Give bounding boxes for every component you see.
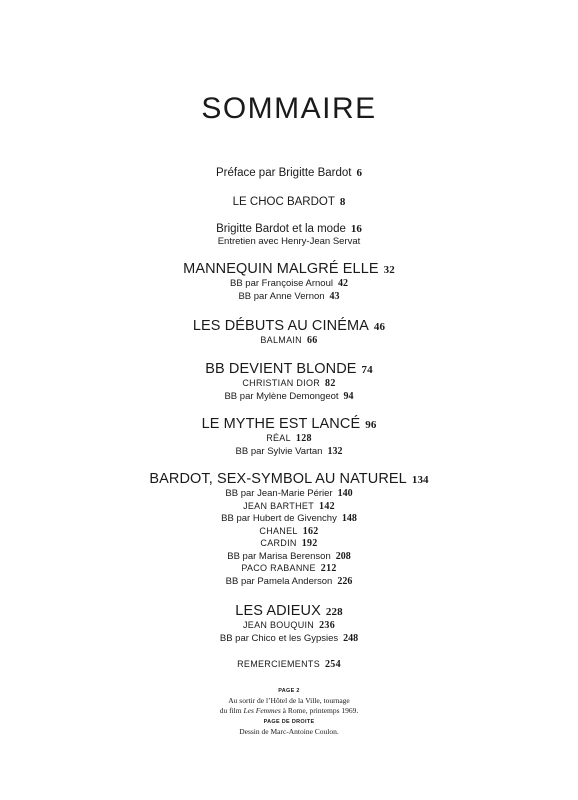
toc-subentry[interactable] (0, 538, 578, 551)
toc-page-number: 6 (356, 167, 362, 179)
toc-section (0, 195, 578, 210)
toc-subentry[interactable] (0, 526, 578, 539)
toc-subentry[interactable] (0, 433, 578, 446)
toc-subentry[interactable] (0, 291, 578, 304)
toc-page-number: 132 (327, 445, 343, 457)
toc-entry-title: BALMAIN (260, 335, 302, 346)
toc-subentry[interactable] (0, 278, 578, 291)
toc-entry-title: Brigitte Bardot et la mode (216, 222, 346, 235)
toc-entry-title: BB par Anne Vernon (238, 290, 325, 302)
toc-subentry[interactable] (0, 576, 578, 589)
toc-entry-title: JEAN BOUQUIN (242, 620, 315, 631)
toc-entry[interactable] (0, 222, 578, 237)
toc-section (0, 222, 578, 249)
toc-entry-title: BB par Françoise Arnoul (230, 278, 333, 290)
toc-page-number: 32 (383, 264, 395, 277)
toc-subentry[interactable] (0, 501, 578, 514)
credit-heading-page-2: PAGE 2 (278, 688, 300, 694)
toc-entry[interactable] (0, 260, 578, 278)
credit-caption-line-2 (0, 706, 578, 716)
toc-subentry[interactable] (0, 335, 578, 348)
toc-entry[interactable] (0, 659, 578, 672)
toc-subentry[interactable] (0, 391, 578, 404)
toc-page-number: 43 (329, 290, 340, 302)
toc-section (0, 415, 578, 458)
credit-caption-suffix: à Rome, printemps 1969. (280, 705, 359, 715)
toc-entry-title: BB par Mylène Demongeot (224, 390, 339, 402)
toc-page-number: 142 (319, 500, 335, 512)
toc-page-number: 162 (302, 525, 319, 537)
toc-entry-title: BB par Pamela Anderson (225, 575, 333, 587)
toc-page-number: 46 (373, 321, 386, 334)
credit-heading-right-page: PAGE DE DROITE (263, 718, 315, 725)
toc-page-number: 254 (325, 659, 341, 671)
toc-page-number: 226 (337, 575, 353, 587)
toc-entry-title: BB par Sylvie Vartan (235, 445, 323, 457)
toc-entry-title: CHRISTIAN DIOR (242, 378, 321, 388)
toc-subentry[interactable] (0, 620, 578, 633)
toc-page-number: 212 (320, 563, 337, 575)
photo-credits (0, 688, 578, 737)
toc-subentry[interactable] (0, 513, 578, 526)
toc-entry-title: CHANEL (259, 525, 298, 536)
toc-subentry[interactable] (0, 551, 578, 564)
toc-entry-title: BB DEVIENT BLONDE (205, 360, 357, 377)
toc-page-number: 148 (341, 513, 357, 525)
toc-entry-title: LES DÉBUTS AU CINÉMA (192, 318, 369, 335)
toc-section (0, 360, 578, 403)
table-of-contents (0, 166, 578, 672)
toc-entry[interactable] (0, 602, 578, 620)
toc-entry-title: BB par Marisa Berenson (227, 550, 331, 562)
toc-entry-title: JEAN BARTHET (243, 500, 315, 511)
toc-entry-title: PACO RABANNE (241, 563, 316, 574)
toc-page-number: 16 (350, 222, 362, 235)
credit-caption-line-1: Au sortir de l’Hôtel de la Ville, tournage (228, 695, 350, 705)
toc-entry-title: LE MYTHE EST LANCÉ (201, 416, 361, 432)
toc-entry-title: BB par Hubert de Givenchy (221, 513, 337, 525)
toc-subentry[interactable] (0, 378, 578, 391)
toc-section (0, 470, 578, 588)
toc-entry[interactable] (0, 317, 578, 335)
toc-entry-title: BARDOT, SEX-SYMBOL AU NATUREL (149, 471, 407, 488)
toc-subentry[interactable] (0, 236, 578, 248)
page-title: SOMMAIRE (201, 92, 377, 125)
toc-section (0, 659, 578, 672)
toc-subentry[interactable] (0, 563, 578, 576)
toc-section (0, 166, 578, 181)
toc-entry-title: REMERCIEMENTS (237, 659, 320, 670)
toc-page-number: 228 (325, 606, 343, 619)
toc-entry-title: RÉAL (266, 433, 291, 444)
toc-subentry[interactable] (0, 633, 578, 646)
toc-page-number: 94 (343, 390, 354, 402)
toc-section (0, 602, 578, 645)
toc-entry-title: LE CHOC BARDOT (232, 195, 335, 208)
toc-entry-title: LES ADIEUX (235, 603, 321, 620)
toc-section (0, 317, 578, 348)
toc-page-number: 42 (337, 278, 348, 290)
credit-caption-prefix: du film (219, 705, 244, 715)
toc-page-number: 192 (301, 538, 318, 550)
toc-entry[interactable] (0, 166, 578, 181)
toc-page-number: 140 (337, 488, 353, 500)
toc-entry-title: Préface par Brigitte Bardot (215, 167, 352, 179)
toc-subentry[interactable] (0, 446, 578, 459)
toc-entry[interactable] (0, 360, 578, 378)
toc-page-number: 236 (319, 620, 335, 632)
toc-entry-title: MANNEQUIN MALGRÉ ELLE (183, 261, 379, 278)
toc-entry-title: BB par Chico et les Gypsies (219, 632, 339, 644)
toc-page-number: 134 (411, 474, 429, 487)
toc-page-number: 208 (335, 550, 351, 562)
toc-entry-title: Entretien avec Henry-Jean Servat (217, 236, 361, 248)
toc-page-number: 248 (343, 632, 359, 644)
toc-page-number: 74 (361, 363, 373, 376)
toc-page-number: 66 (307, 335, 318, 347)
toc-page-number: 82 (325, 378, 336, 389)
toc-subentry[interactable] (0, 488, 578, 501)
toc-entry[interactable] (0, 415, 578, 433)
toc-entry[interactable] (0, 470, 578, 488)
toc-page-number: 96 (365, 419, 377, 431)
toc-page-number: 8 (339, 195, 346, 208)
toc-page-number: 128 (295, 433, 312, 445)
toc-entry-title: BB par Jean-Marie Périer (225, 488, 333, 500)
credit-film-title: Les Femmes (243, 705, 281, 715)
toc-section (0, 260, 578, 303)
toc-entry[interactable] (0, 195, 578, 210)
credit-caption-right-page: Dessin de Marc-Antoine Coulon. (239, 726, 339, 736)
toc-entry-title: CARDIN (260, 538, 297, 549)
